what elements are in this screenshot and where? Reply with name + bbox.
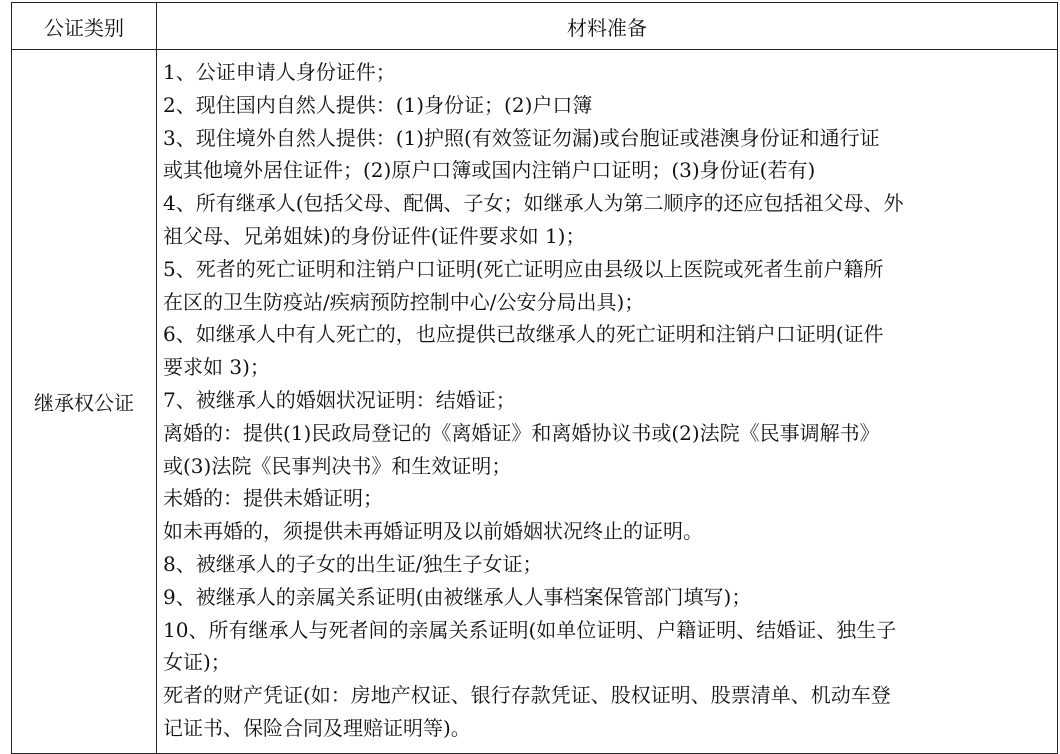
material-line: 在区的卫生防疫站/疾病预防控制中心/公安分局出具)；	[163, 289, 645, 314]
material-line: 3、现住境外自然人提供：(1)护照(有效签证勿漏)或台胞证或港澳身份证和通行证	[163, 125, 880, 150]
materials-cell	[157, 50, 1058, 754]
material-line: 如未再婚的，须提供未再婚证明及以前婚姻状况终止的证明。	[163, 519, 703, 544]
material-line: 4、所有继承人(包括父母、配偶、子女；如继承人为第二顺序的还应包括祖父母、外	[163, 191, 904, 216]
header-row	[12, 3, 1058, 50]
table-row	[12, 50, 1058, 754]
material-line: 死者的财产凭证(如：房地产权证、银行存款凭证、股权证明、股票清单、机动车登	[163, 683, 891, 708]
material-line: 或其他境外居住证件；(2)原户口簿或国内注销户口证明；(3)身份证(若有)	[163, 158, 816, 183]
material-line: 2、现住国内自然人提供：(1)身份证；(2)户口簿	[163, 92, 593, 117]
material-line: 10、所有继承人与死者间的亲属关系证明(如单位证明、户籍证明、结婚证、独生子	[163, 617, 897, 642]
category-cell: 继承权公证	[12, 50, 157, 754]
material-line: 5、死者的死亡证明和注销户口证明(死亡证明应由县级以上医院或死者生前户籍所	[163, 256, 884, 281]
material-line: 女证)；	[163, 650, 231, 675]
header-category: 公证类别	[12, 3, 157, 50]
material-line: 记证书、保险合同及理赔证明等)。	[163, 715, 471, 740]
material-line: 8、被继承人的子女的出生证/独生子女证；	[163, 551, 543, 576]
material-line: 祖父母、兄弟姐妹)的身份证件(证件要求如 1)；	[163, 223, 586, 248]
material-line: 1、公证申请人身份证件；	[163, 60, 396, 84]
notarization-materials-table	[11, 2, 1058, 754]
material-line: 离婚的：提供(1)民政局登记的《离婚证》和离婚协议书或(2)法院《民事调解书》	[163, 420, 880, 445]
material-line: 6、如继承人中有人死亡的，也应提供已故继承人的死亡证明和注销户口证明(证件	[163, 322, 884, 347]
material-line: 或(3)法院《民事判决书》和生效证明；	[163, 453, 512, 478]
material-line: 要求如 3)；	[163, 355, 270, 380]
material-line: 7、被继承人的婚姻状况证明：结婚证；	[163, 387, 516, 412]
header-materials: 材料准备	[157, 3, 1058, 50]
material-line: 未婚的：提供未婚证明；	[163, 486, 383, 511]
material-line: 9、被继承人的亲属关系证明(由被继承人人事档案保管部门填写)；	[163, 584, 752, 609]
